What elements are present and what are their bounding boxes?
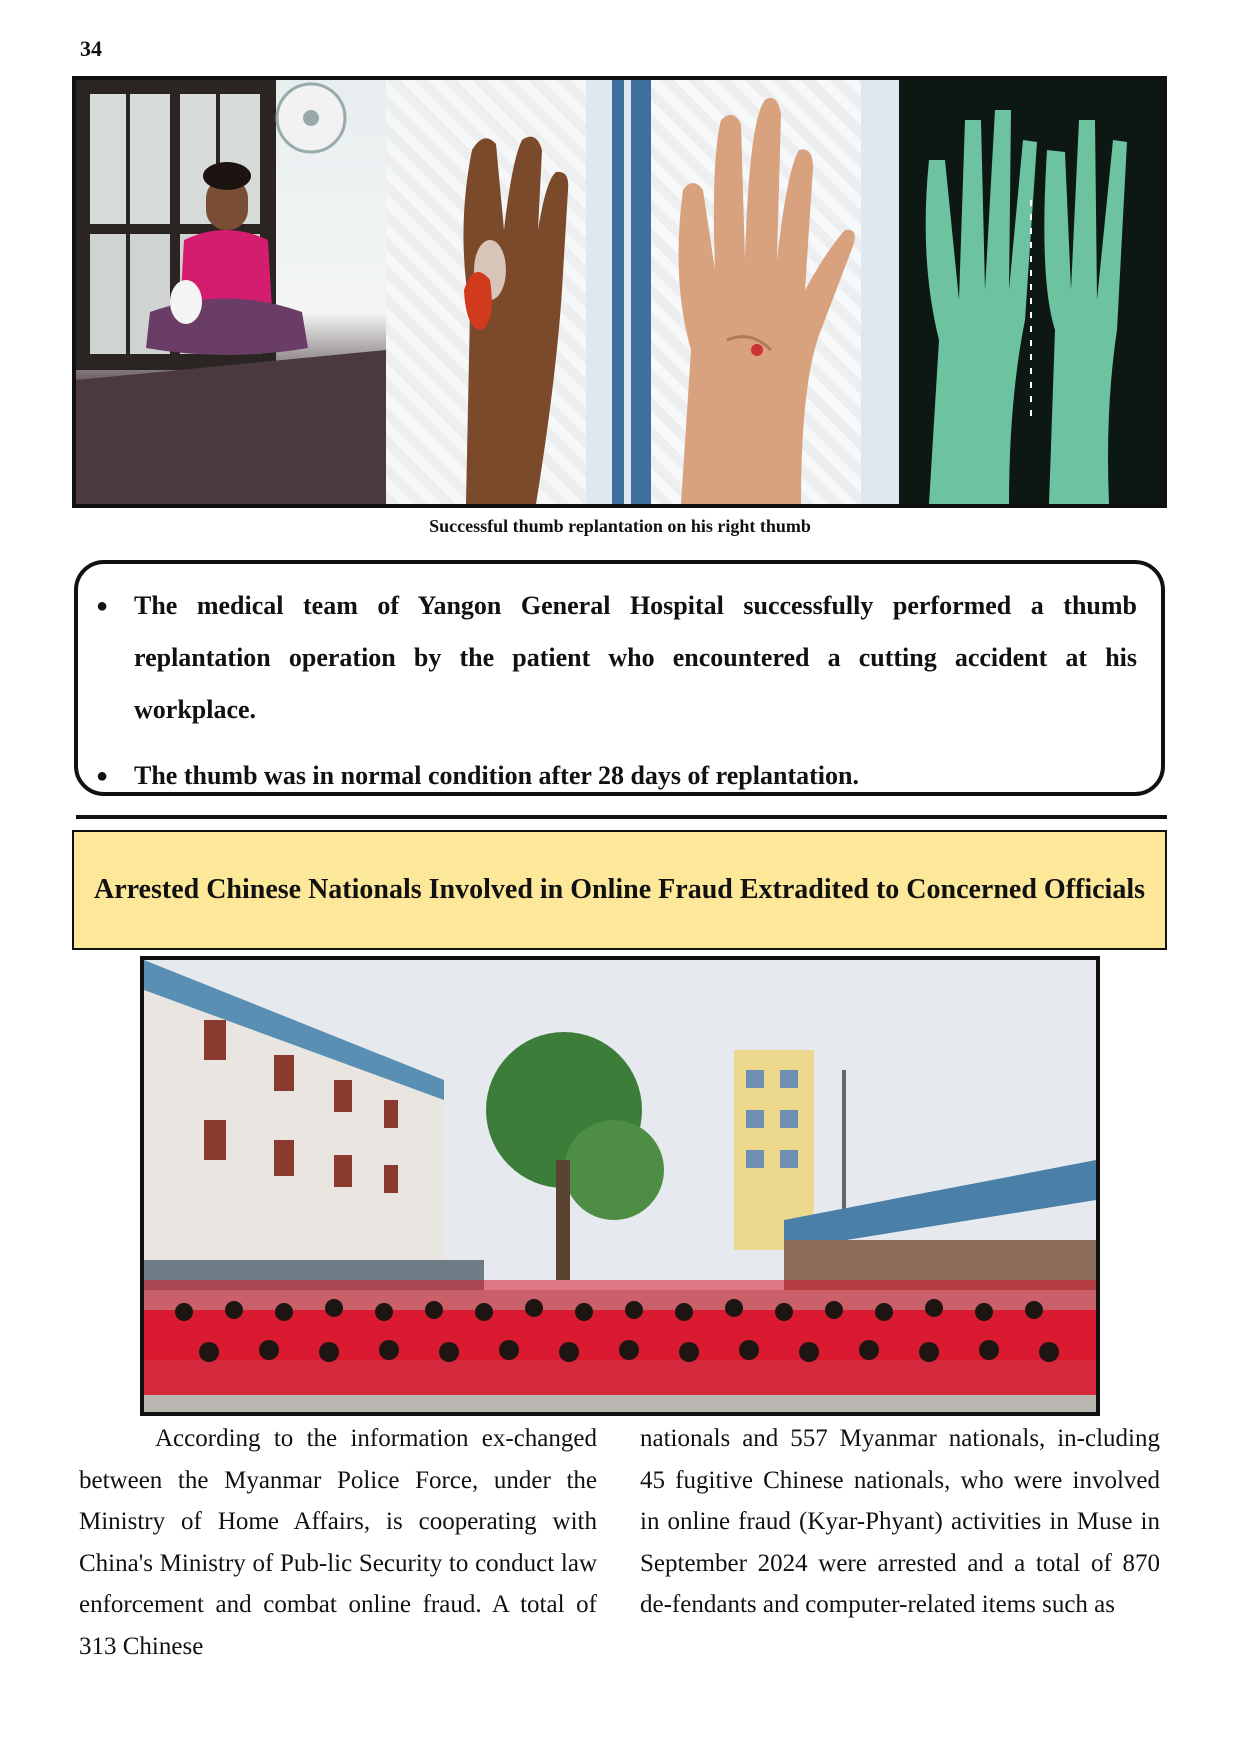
article-body-right: nationals and 557 Myanmar nationals, in-cluding 45 fugitive Chinese nationals, who were involved in online fraud (Kyar-Phyant) activities in Muse in September 2024 were arrested and a total of 870 de-fendants and computer-related items such as	[640, 1425, 1160, 1619]
article-headline: Arrested Chinese Nationals Involved in Online Fraud Extradited to Concerned Officials	[93, 874, 1146, 905]
summary-bullet	[96, 580, 1137, 736]
patient-photo-icon	[76, 80, 386, 504]
summary-list	[96, 580, 1137, 802]
summary-bullet-text: The thumb was in normal condition after 28 days of replantation.	[134, 761, 859, 790]
injured-hand-photo-icon	[386, 80, 631, 504]
summary-bullet	[96, 750, 1137, 802]
thumb-replantation-photo-strip	[72, 76, 1167, 508]
bullet-icon: ●	[96, 595, 109, 617]
bullet-icon: ●	[96, 765, 109, 787]
replanted-hand-photo-icon	[631, 80, 899, 504]
article-body-left: According to the information ex-changed between the Myanmar Police Force, under the Ministry of Home Affairs, is cooperating with China's Ministry of Pub-lic Security to conduct law enforcement and combat online fraud. A total of 313 Chinese	[79, 1425, 597, 1660]
summary-box	[74, 560, 1165, 796]
section-divider	[76, 815, 1167, 819]
crowd-photo-icon	[140, 956, 1100, 1416]
figure-caption: Successful thumb replantation on his right thumb	[429, 516, 811, 536]
headline-box	[72, 830, 1167, 950]
page-number: 34	[80, 36, 102, 61]
summary-bullet-text: The medical team of Yangon General Hospital successfully performed a thumb replantation operation by the patient who encountered a cutting accident at his workplace.	[134, 591, 1137, 724]
xray-photo-icon	[899, 80, 1163, 504]
